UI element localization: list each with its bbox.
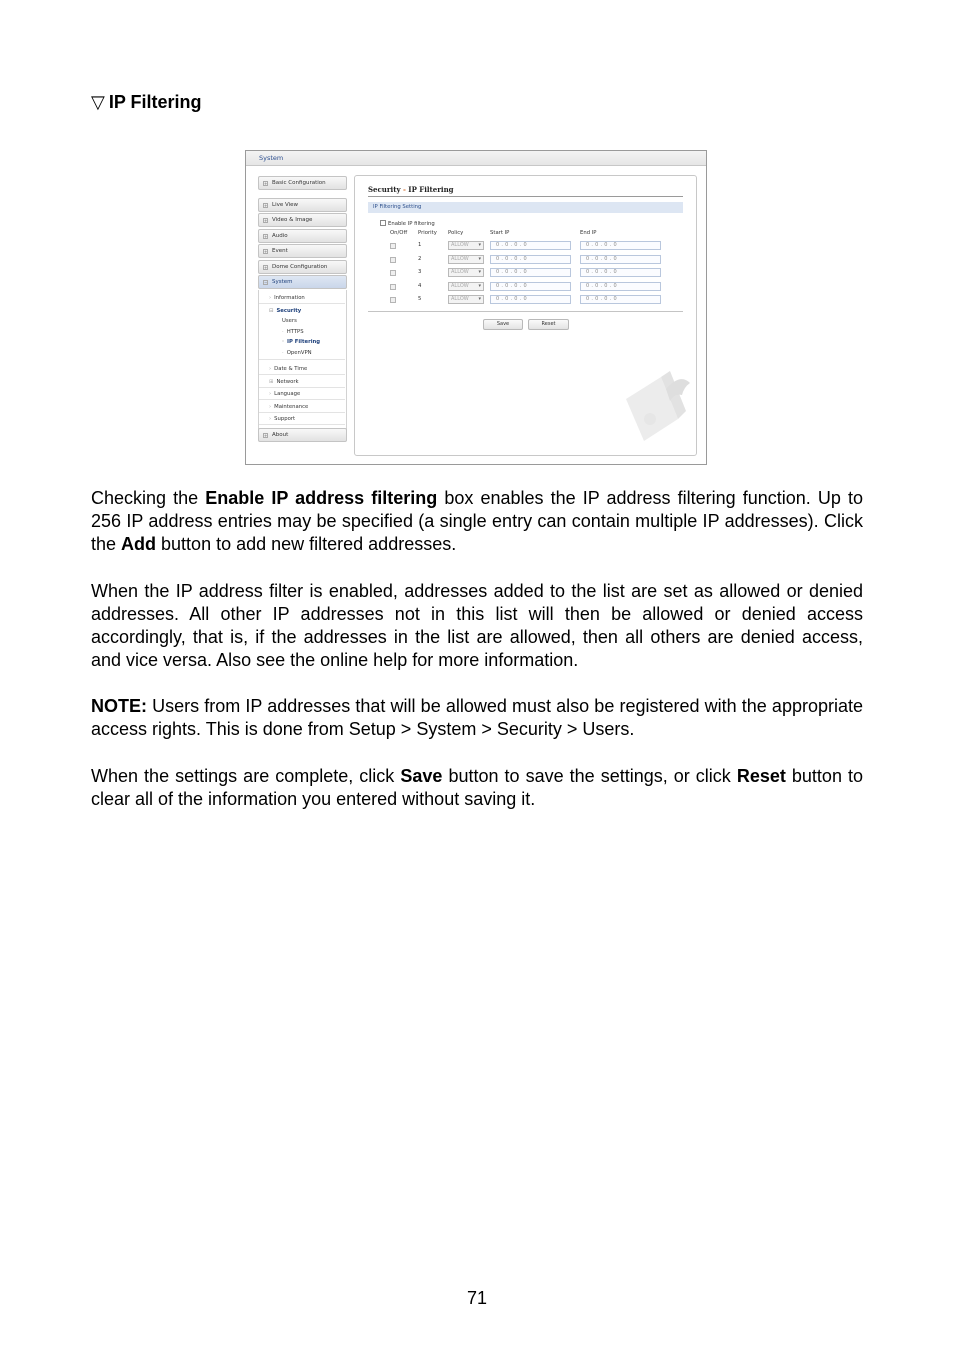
page-number: 71: [466, 1288, 488, 1308]
subnav-language[interactable]: › Language: [259, 388, 345, 400]
bullet-icon: ·: [282, 329, 284, 335]
row-enable-checkbox[interactable]: [390, 297, 396, 303]
column-header-start-ip: Start IP: [490, 230, 510, 236]
bullet-icon: ›: [269, 366, 272, 372]
filter-row: [355, 255, 697, 267]
row-enable-checkbox[interactable]: [390, 243, 396, 249]
bullet-icon: ›: [269, 391, 272, 397]
chevron-down-icon: ▾: [478, 269, 481, 275]
bullet-icon: ·: [282, 339, 285, 345]
content-panel: [354, 175, 697, 456]
panel-title: Security - IP Filtering: [368, 185, 454, 194]
plus-box-icon: +: [264, 202, 268, 208]
subnav-date-time[interactable]: › Date & Time: [259, 363, 345, 375]
row-start-ip-input[interactable]: 0 . 0 . 0 . 0: [490, 268, 571, 277]
nav-video-image[interactable]: + Video & Image: [258, 213, 347, 227]
section-heading-text: IP Filtering: [108, 92, 202, 112]
column-header-priority: Priority: [418, 230, 437, 236]
subnav-security[interactable]: ⊟ Security: [269, 308, 302, 314]
nav-about[interactable]: + About: [258, 428, 347, 442]
nav-audio[interactable]: + Audio: [258, 229, 347, 243]
bullet-icon: ›: [269, 295, 272, 301]
row-priority: 4: [418, 283, 422, 289]
enable-ip-filtering-checkbox[interactable]: [380, 220, 386, 226]
filter-row: [355, 241, 697, 253]
row-priority: 2: [418, 256, 422, 262]
row-start-ip-input[interactable]: 0 . 0 . 0 . 0: [490, 255, 571, 264]
paragraph-note: NOTE: Users from IP addresses that will be allowed must also be registered with the appropriate access rights. This is done from Setup > System > Security > Users.: [91, 696, 863, 739]
row-priority: 1: [418, 242, 422, 248]
enable-ip-filtering-row: [380, 220, 435, 227]
plus-box-icon: +: [264, 233, 268, 239]
paragraph-filter-behavior: When the IP address filter is enabled, addresses added to the list are set as allowed or denied addresses. All other IP addresses not in this list will then be allowed or denied access accordingly, that is, if the addresses in the list are allowed, then all others are denied access, and vice versa. Also see the online help for more information.: [91, 581, 863, 670]
row-policy-select[interactable]: ALLOW ▾: [448, 241, 484, 250]
nav-dome-configuration[interactable]: + Dome Configuration: [258, 260, 347, 274]
nav-live-view[interactable]: + Live View: [258, 198, 347, 212]
subnav-https[interactable]: · HTTPS: [282, 329, 304, 335]
row-enable-checkbox[interactable]: [390, 284, 396, 290]
filter-row: [355, 295, 697, 307]
row-end-ip-input[interactable]: 0 . 0 . 0 . 0: [580, 268, 661, 277]
bullet-icon: ›: [269, 416, 272, 422]
save-button[interactable]: Save: [483, 319, 523, 330]
section-header: IP Filtering Setting: [368, 202, 683, 213]
row-policy-select[interactable]: ALLOW ▾: [448, 255, 484, 264]
nav-system[interactable]: − System: [258, 275, 347, 289]
row-start-ip-input[interactable]: 0 . 0 . 0 . 0: [490, 282, 571, 291]
subnav-network[interactable]: ⊞ Network: [259, 376, 345, 388]
nav-basic-configuration[interactable]: + Basic Configuration: [258, 176, 347, 190]
plus-box-icon: +: [264, 264, 268, 270]
title-divider: [368, 196, 683, 197]
row-end-ip-input[interactable]: 0 . 0 . 0 . 0: [580, 255, 661, 264]
row-policy-select[interactable]: ALLOW ▾: [448, 295, 484, 304]
row-end-ip-input[interactable]: 0 . 0 . 0 . 0: [580, 241, 661, 250]
row-enable-checkbox[interactable]: [390, 270, 396, 276]
plus-box-icon: +: [264, 248, 268, 254]
paragraph-save-reset: When the settings are complete, click Save button to save the settings, or click Reset button to clear all of the information you entered without saving it.: [91, 766, 864, 809]
subnav-users[interactable]: Users: [282, 318, 297, 324]
subnav-ip-filtering[interactable]: · IP Filtering: [282, 339, 321, 345]
minus-box-icon: ⊟: [269, 308, 274, 314]
row-policy-select[interactable]: ALLOW ▾: [448, 268, 484, 277]
section-heading: [91, 92, 202, 113]
row-enable-checkbox[interactable]: [390, 257, 396, 263]
row-end-ip-input[interactable]: 0 . 0 . 0 . 0: [580, 295, 661, 304]
subnav-information[interactable]: › Information: [259, 292, 345, 304]
row-policy-select[interactable]: ALLOW ▾: [448, 282, 484, 291]
reset-button[interactable]: Reset: [528, 319, 569, 330]
plus-box-icon: ⊞: [269, 379, 274, 385]
row-priority: 3: [418, 269, 422, 275]
chevron-down-icon: ▾: [478, 256, 481, 262]
triangle-marker: ▽: [91, 92, 105, 112]
filter-row: [355, 282, 697, 294]
bullet-icon: ›: [269, 404, 272, 410]
column-header-end-ip: End IP: [580, 230, 597, 236]
plus-box-icon: +: [264, 217, 268, 223]
paragraph-enable-filtering: Checking the Enable IP address filtering box enables the IP address filtering function. Up to 256 IP address entries may be specified (a single entry can contain multiple IP addresses). Click the Add button to add new filtered addresses.: [91, 488, 863, 554]
subnav-openvpn[interactable]: · OpenVPN: [259, 348, 345, 360]
nav-event[interactable]: + Event: [258, 244, 347, 258]
system-subnav: [258, 290, 347, 430]
row-start-ip-input[interactable]: 0 . 0 . 0 . 0: [490, 241, 571, 250]
minus-box-icon: −: [264, 279, 268, 285]
chevron-down-icon: ▾: [478, 242, 481, 248]
subnav-maintenance[interactable]: › Maintenance: [259, 401, 345, 413]
filter-row: [355, 268, 697, 280]
plus-box-icon: +: [264, 180, 268, 186]
chevron-down-icon: ▾: [478, 283, 481, 289]
ui-screenshot: [245, 150, 707, 465]
chevron-down-icon: ▾: [478, 296, 481, 302]
column-header-policy: Policy: [448, 230, 464, 236]
enable-ip-filtering-label: Enable IP filtering: [388, 221, 435, 227]
window-title: System: [246, 151, 706, 166]
column-header-onoff: On/Off: [390, 230, 408, 236]
row-start-ip-input[interactable]: 0 . 0 . 0 . 0: [490, 295, 571, 304]
bullet-icon: ·: [282, 350, 284, 356]
wrench-watermark-icon: [606, 359, 694, 447]
row-end-ip-input[interactable]: 0 . 0 . 0 . 0: [580, 282, 661, 291]
plus-box-icon: +: [264, 432, 268, 438]
row-priority: 5: [418, 296, 422, 302]
subnav-support[interactable]: › Support: [259, 413, 345, 425]
rows-divider: [368, 311, 683, 312]
